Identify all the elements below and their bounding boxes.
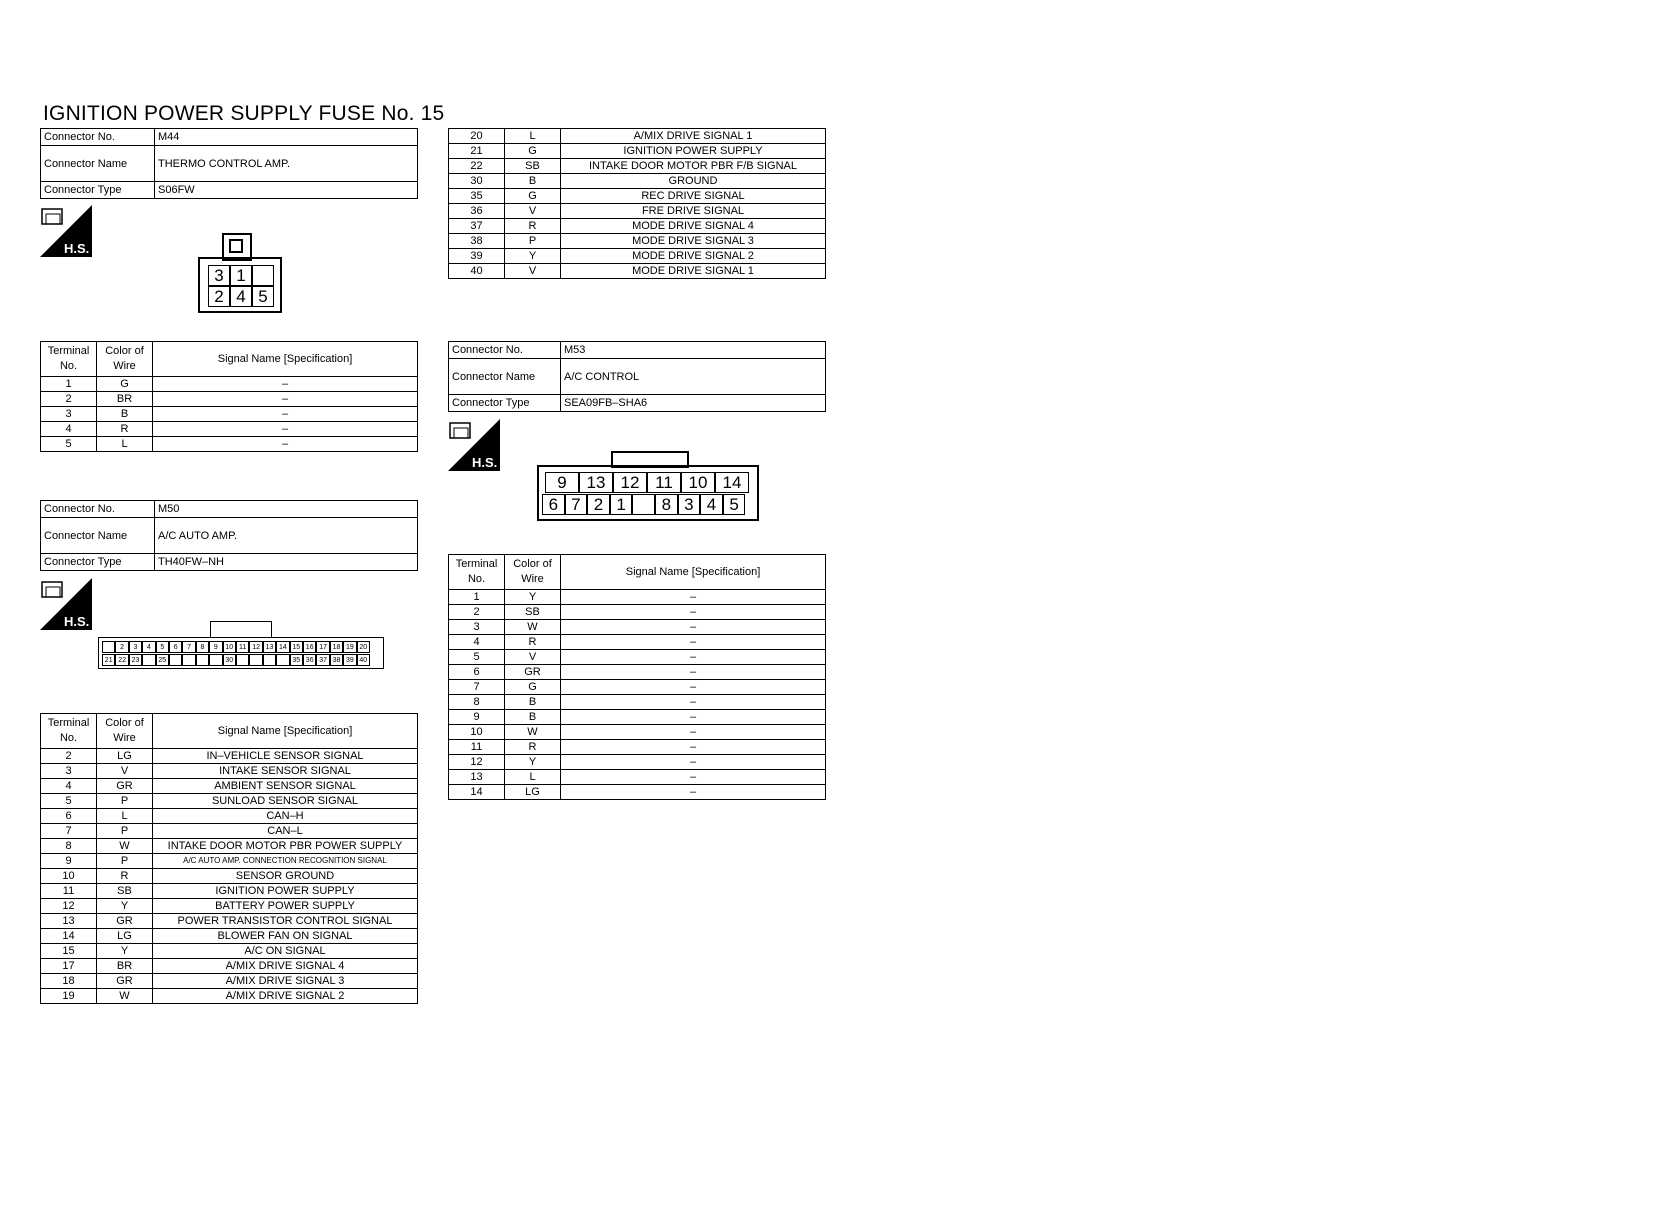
connector-type-value: S06FW <box>155 182 418 199</box>
pin: 6 <box>542 494 565 515</box>
table-row <box>449 129 826 144</box>
color-cell: L <box>97 809 153 824</box>
connector-name-value: A/C AUTO AMP. <box>155 518 418 554</box>
table-row <box>449 785 826 800</box>
pin: 30 <box>223 654 236 666</box>
pin: 25 <box>156 654 169 666</box>
table-row <box>41 749 418 764</box>
signal-cell: – <box>561 665 826 680</box>
signal-cell: FRE DRIVE SIGNAL <box>561 204 826 219</box>
color-header: Color of Wire <box>505 555 561 590</box>
signal-cell: – <box>153 407 418 422</box>
table-row <box>449 144 826 159</box>
color-cell: GR <box>97 779 153 794</box>
pin: 18 <box>330 641 343 653</box>
harness-side-icon <box>40 578 92 630</box>
harness-side-icon <box>448 419 500 471</box>
pin <box>632 494 655 515</box>
terminal-cell: 21 <box>449 144 505 159</box>
color-header: Color of Wire <box>97 342 153 377</box>
color-cell: R <box>505 635 561 650</box>
m50-info-table <box>40 500 418 571</box>
terminal-cell: 18 <box>41 974 97 989</box>
terminal-cell: 10 <box>41 869 97 884</box>
color-cell: W <box>505 620 561 635</box>
signal-cell: IGNITION POWER SUPPLY <box>561 144 826 159</box>
pin: 5 <box>723 494 746 515</box>
signal-cell: – <box>561 695 826 710</box>
table-row <box>41 809 418 824</box>
color-cell: SB <box>97 884 153 899</box>
terminal-cell: 6 <box>449 665 505 680</box>
pin: 40 <box>357 654 370 666</box>
color-cell: B <box>505 710 561 725</box>
table-row <box>41 959 418 974</box>
signal-cell: A/MIX DRIVE SIGNAL 3 <box>153 974 418 989</box>
table-row <box>41 929 418 944</box>
signal-cell: BLOWER FAN ON SIGNAL <box>153 929 418 944</box>
color-cell: V <box>505 204 561 219</box>
color-cell: B <box>505 174 561 189</box>
pin: 8 <box>655 494 678 515</box>
pin: 2 <box>587 494 610 515</box>
signal-cell: MODE DRIVE SIGNAL 4 <box>561 219 826 234</box>
color-cell: P <box>97 854 153 869</box>
signal-cell: INTAKE DOOR MOTOR PBR F/B SIGNAL <box>561 159 826 174</box>
terminal-no-header: Terminal No. <box>449 555 505 590</box>
terminal-cell: 9 <box>449 710 505 725</box>
signal-cell: – <box>561 635 826 650</box>
color-cell: R <box>505 219 561 234</box>
signal-cell: SUNLOAD SENSOR SIGNAL <box>153 794 418 809</box>
terminal-cell: 2 <box>41 749 97 764</box>
color-cell: GR <box>505 665 561 680</box>
m50-rows-cont <box>449 129 826 279</box>
connector-type-value: TH40FW–NH <box>155 554 418 571</box>
table-row <box>41 794 418 809</box>
color-cell: G <box>505 144 561 159</box>
signal-header: Signal Name [Specification] <box>153 714 418 749</box>
signal-cell: GROUND <box>561 174 826 189</box>
table-row <box>449 204 826 219</box>
terminal-cell: 2 <box>449 605 505 620</box>
table-row <box>41 944 418 959</box>
signal-cell: – <box>561 710 826 725</box>
table-row <box>41 824 418 839</box>
label: Connector No. <box>41 501 155 518</box>
pin: 1 <box>230 265 252 286</box>
pin <box>102 641 115 653</box>
color-cell: L <box>505 129 561 144</box>
table-row <box>449 249 826 264</box>
table-row <box>449 174 826 189</box>
signal-cell: MODE DRIVE SIGNAL 1 <box>561 264 826 279</box>
pin: 21 <box>102 654 115 666</box>
pin <box>169 654 182 666</box>
color-cell: GR <box>97 914 153 929</box>
signal-cell: MODE DRIVE SIGNAL 2 <box>561 249 826 264</box>
m44-connector-face <box>198 233 282 313</box>
terminal-cell: 2 <box>41 392 97 407</box>
signal-cell: IGNITION POWER SUPPLY <box>153 884 418 899</box>
m53-connector-face <box>537 451 759 521</box>
table-row <box>41 764 418 779</box>
label: Connector No. <box>449 342 561 359</box>
signal-cell: BATTERY POWER SUPPLY <box>153 899 418 914</box>
color-header: Color of Wire <box>97 714 153 749</box>
table-row <box>449 590 826 605</box>
pin: 19 <box>343 641 356 653</box>
pin: 14 <box>715 472 749 493</box>
terminal-cell: 8 <box>41 839 97 854</box>
color-cell: P <box>97 824 153 839</box>
terminal-cell: 10 <box>449 725 505 740</box>
table-row <box>449 159 826 174</box>
pin: 3 <box>208 265 230 286</box>
signal-header: Signal Name [Specification] <box>153 342 418 377</box>
signal-cell: – <box>561 755 826 770</box>
pin: 22 <box>115 654 128 666</box>
pin: 37 <box>316 654 329 666</box>
signal-cell: CAN–H <box>153 809 418 824</box>
pin: 4 <box>700 494 723 515</box>
terminal-cell: 5 <box>41 437 97 452</box>
m53-info-table <box>448 341 826 412</box>
pin <box>276 654 289 666</box>
color-cell: G <box>505 680 561 695</box>
table-row <box>41 392 418 407</box>
terminal-cell: 37 <box>449 219 505 234</box>
pin: 1 <box>610 494 633 515</box>
table-row <box>41 437 418 452</box>
pin: 4 <box>230 286 252 307</box>
color-cell: LG <box>97 749 153 764</box>
signal-cell: – <box>561 590 826 605</box>
pin: 11 <box>236 641 249 653</box>
connector-name-value: THERMO CONTROL AMP. <box>155 146 418 182</box>
terminal-cell: 8 <box>449 695 505 710</box>
table-row <box>449 770 826 785</box>
m50-connector-face <box>98 621 384 669</box>
terminal-cell: 11 <box>449 740 505 755</box>
pin: 7 <box>565 494 588 515</box>
connector-no-value: M50 <box>155 501 418 518</box>
table-row <box>41 989 418 1004</box>
signal-cell: A/MIX DRIVE SIGNAL 2 <box>153 989 418 1004</box>
signal-cell: A/C AUTO AMP. CONNECTION RECOGNITION SIGNAL <box>153 854 418 869</box>
color-cell: BR <box>97 959 153 974</box>
signal-header: Signal Name [Specification] <box>561 555 826 590</box>
pin: 4 <box>142 641 155 653</box>
color-cell: SB <box>505 159 561 174</box>
signal-cell: – <box>561 725 826 740</box>
color-cell: Y <box>505 755 561 770</box>
color-cell: Y <box>505 249 561 264</box>
signal-cell: MODE DRIVE SIGNAL 3 <box>561 234 826 249</box>
color-cell: R <box>97 869 153 884</box>
color-cell: V <box>505 650 561 665</box>
label: Connector No. <box>41 129 155 146</box>
table-row <box>449 650 826 665</box>
pin: 5 <box>156 641 169 653</box>
pin: 3 <box>129 641 142 653</box>
label: Connector Type <box>41 182 155 199</box>
m50-signal-table <box>40 713 418 1004</box>
table-row <box>449 620 826 635</box>
color-cell: BR <box>97 392 153 407</box>
table-row <box>449 605 826 620</box>
signal-cell: – <box>561 605 826 620</box>
terminal-cell: 40 <box>449 264 505 279</box>
m44-info-table <box>40 128 418 199</box>
pin: 12 <box>249 641 262 653</box>
terminal-cell: 30 <box>449 174 505 189</box>
m44-signal-table <box>40 341 418 452</box>
color-cell: P <box>97 794 153 809</box>
terminal-cell: 1 <box>449 590 505 605</box>
color-cell: V <box>97 764 153 779</box>
table-row <box>41 914 418 929</box>
color-cell: LG <box>97 929 153 944</box>
pin: 3 <box>678 494 701 515</box>
table-row <box>449 219 826 234</box>
color-cell: G <box>97 377 153 392</box>
terminal-cell: 13 <box>41 914 97 929</box>
label: Connector Type <box>41 554 155 571</box>
signal-cell: A/MIX DRIVE SIGNAL 4 <box>153 959 418 974</box>
hs-label: H.S. <box>64 614 90 629</box>
table-row <box>449 189 826 204</box>
pin: 16 <box>303 641 316 653</box>
signal-cell: POWER TRANSISTOR CONTROL SIGNAL <box>153 914 418 929</box>
signal-cell: CAN–L <box>153 824 418 839</box>
pin <box>236 654 249 666</box>
color-cell: GR <box>97 974 153 989</box>
table-row <box>449 665 826 680</box>
table-row <box>449 725 826 740</box>
terminal-cell: 11 <box>41 884 97 899</box>
color-cell: Y <box>97 899 153 914</box>
terminal-cell: 3 <box>449 620 505 635</box>
color-cell: W <box>97 989 153 1004</box>
signal-cell: IN–VEHICLE SENSOR SIGNAL <box>153 749 418 764</box>
table-row <box>449 635 826 650</box>
pin: 13 <box>263 641 276 653</box>
terminal-cell: 5 <box>449 650 505 665</box>
signal-cell: AMBIENT SENSOR SIGNAL <box>153 779 418 794</box>
harness-side-icon <box>40 205 92 257</box>
page-title: IGNITION POWER SUPPLY FUSE No. 15 <box>43 102 445 125</box>
color-cell: R <box>97 422 153 437</box>
pin: 2 <box>208 286 230 307</box>
terminal-no-header: Terminal No. <box>41 342 97 377</box>
signal-cell: INTAKE SENSOR SIGNAL <box>153 764 418 779</box>
terminal-cell: 22 <box>449 159 505 174</box>
color-cell: L <box>97 437 153 452</box>
table-row <box>41 407 418 422</box>
terminal-cell: 20 <box>449 129 505 144</box>
color-cell: P <box>505 234 561 249</box>
terminal-cell: 19 <box>41 989 97 1004</box>
signal-cell: – <box>561 740 826 755</box>
color-cell: W <box>97 839 153 854</box>
pin: 6 <box>169 641 182 653</box>
pin <box>196 654 209 666</box>
signal-cell: – <box>561 650 826 665</box>
terminal-cell: 4 <box>41 422 97 437</box>
table-row <box>41 854 418 869</box>
pin: 11 <box>647 472 681 493</box>
pin <box>252 265 274 286</box>
signal-cell: INTAKE DOOR MOTOR PBR POWER SUPPLY <box>153 839 418 854</box>
signal-cell: – <box>153 392 418 407</box>
m50-signal-table-continued <box>448 128 826 279</box>
pin <box>182 654 195 666</box>
signal-cell: A/C ON SIGNAL <box>153 944 418 959</box>
table-row <box>449 680 826 695</box>
terminal-cell: 13 <box>449 770 505 785</box>
color-cell: L <box>505 770 561 785</box>
table-row <box>41 839 418 854</box>
pin: 8 <box>196 641 209 653</box>
m53-rows <box>449 590 826 800</box>
pin: 10 <box>223 641 236 653</box>
table-row <box>449 755 826 770</box>
label: Connector Type <box>449 395 561 412</box>
pin: 20 <box>357 641 370 653</box>
color-cell: R <box>505 740 561 755</box>
table-row <box>41 377 418 392</box>
terminal-cell: 7 <box>449 680 505 695</box>
pin <box>142 654 155 666</box>
table-row <box>449 264 826 279</box>
table-row <box>41 422 418 437</box>
terminal-cell: 9 <box>41 854 97 869</box>
terminal-cell: 7 <box>41 824 97 839</box>
terminal-cell: 17 <box>41 959 97 974</box>
pin: 39 <box>343 654 356 666</box>
terminal-cell: 15 <box>41 944 97 959</box>
table-row <box>41 869 418 884</box>
table-row <box>449 695 826 710</box>
pin: 13 <box>579 472 613 493</box>
hs-label: H.S. <box>472 455 498 470</box>
terminal-no-header: Terminal No. <box>41 714 97 749</box>
hs-label: H.S. <box>64 241 90 256</box>
table-row <box>41 884 418 899</box>
terminal-cell: 12 <box>449 755 505 770</box>
pin: 9 <box>209 641 222 653</box>
pin: 36 <box>303 654 316 666</box>
label: Connector Name <box>41 146 155 182</box>
signal-cell: – <box>153 437 418 452</box>
table-row <box>449 740 826 755</box>
pin: 17 <box>316 641 329 653</box>
pin: 9 <box>545 472 579 493</box>
terminal-cell: 5 <box>41 794 97 809</box>
terminal-cell: 39 <box>449 249 505 264</box>
pin: 5 <box>252 286 274 307</box>
pin: 10 <box>681 472 715 493</box>
color-cell: SB <box>505 605 561 620</box>
signal-cell: – <box>561 770 826 785</box>
terminal-cell: 14 <box>41 929 97 944</box>
pin <box>263 654 276 666</box>
pin: 15 <box>290 641 303 653</box>
m53-signal-table <box>448 554 826 800</box>
signal-cell: – <box>153 377 418 392</box>
signal-cell: – <box>561 680 826 695</box>
terminal-cell: 38 <box>449 234 505 249</box>
connector-name-value: A/C CONTROL <box>561 359 826 395</box>
table-row <box>41 779 418 794</box>
pin: 2 <box>115 641 128 653</box>
color-cell: LG <box>505 785 561 800</box>
color-cell: G <box>505 189 561 204</box>
color-cell: W <box>505 725 561 740</box>
pin: 12 <box>613 472 647 493</box>
terminal-cell: 4 <box>449 635 505 650</box>
terminal-cell: 3 <box>41 764 97 779</box>
pin: 35 <box>290 654 303 666</box>
terminal-cell: 36 <box>449 204 505 219</box>
pin <box>249 654 262 666</box>
label: Connector Name <box>41 518 155 554</box>
terminal-cell: 14 <box>449 785 505 800</box>
table-row <box>449 234 826 249</box>
color-cell: Y <box>505 590 561 605</box>
terminal-cell: 35 <box>449 189 505 204</box>
terminal-cell: 12 <box>41 899 97 914</box>
color-cell: B <box>505 695 561 710</box>
color-cell: V <box>505 264 561 279</box>
signal-cell: – <box>561 620 826 635</box>
m44-rows <box>41 377 418 452</box>
pin: 23 <box>129 654 142 666</box>
signal-cell: – <box>153 422 418 437</box>
m50-rows <box>41 749 418 1004</box>
table-row <box>41 899 418 914</box>
signal-cell: – <box>561 785 826 800</box>
color-cell: B <box>97 407 153 422</box>
signal-cell: SENSOR GROUND <box>153 869 418 884</box>
terminal-cell: 6 <box>41 809 97 824</box>
table-row <box>449 710 826 725</box>
table-row <box>41 974 418 989</box>
terminal-cell: 3 <box>41 407 97 422</box>
connector-no-value: M53 <box>561 342 826 359</box>
pin: 7 <box>182 641 195 653</box>
pin: 14 <box>276 641 289 653</box>
signal-cell: A/MIX DRIVE SIGNAL 1 <box>561 129 826 144</box>
connector-type-value: SEA09FB–SHA6 <box>561 395 826 412</box>
label: Connector Name <box>449 359 561 395</box>
terminal-cell: 1 <box>41 377 97 392</box>
terminal-cell: 4 <box>41 779 97 794</box>
pin: 38 <box>330 654 343 666</box>
pin <box>209 654 222 666</box>
connector-no-value: M44 <box>155 129 418 146</box>
color-cell: Y <box>97 944 153 959</box>
signal-cell: REC DRIVE SIGNAL <box>561 189 826 204</box>
